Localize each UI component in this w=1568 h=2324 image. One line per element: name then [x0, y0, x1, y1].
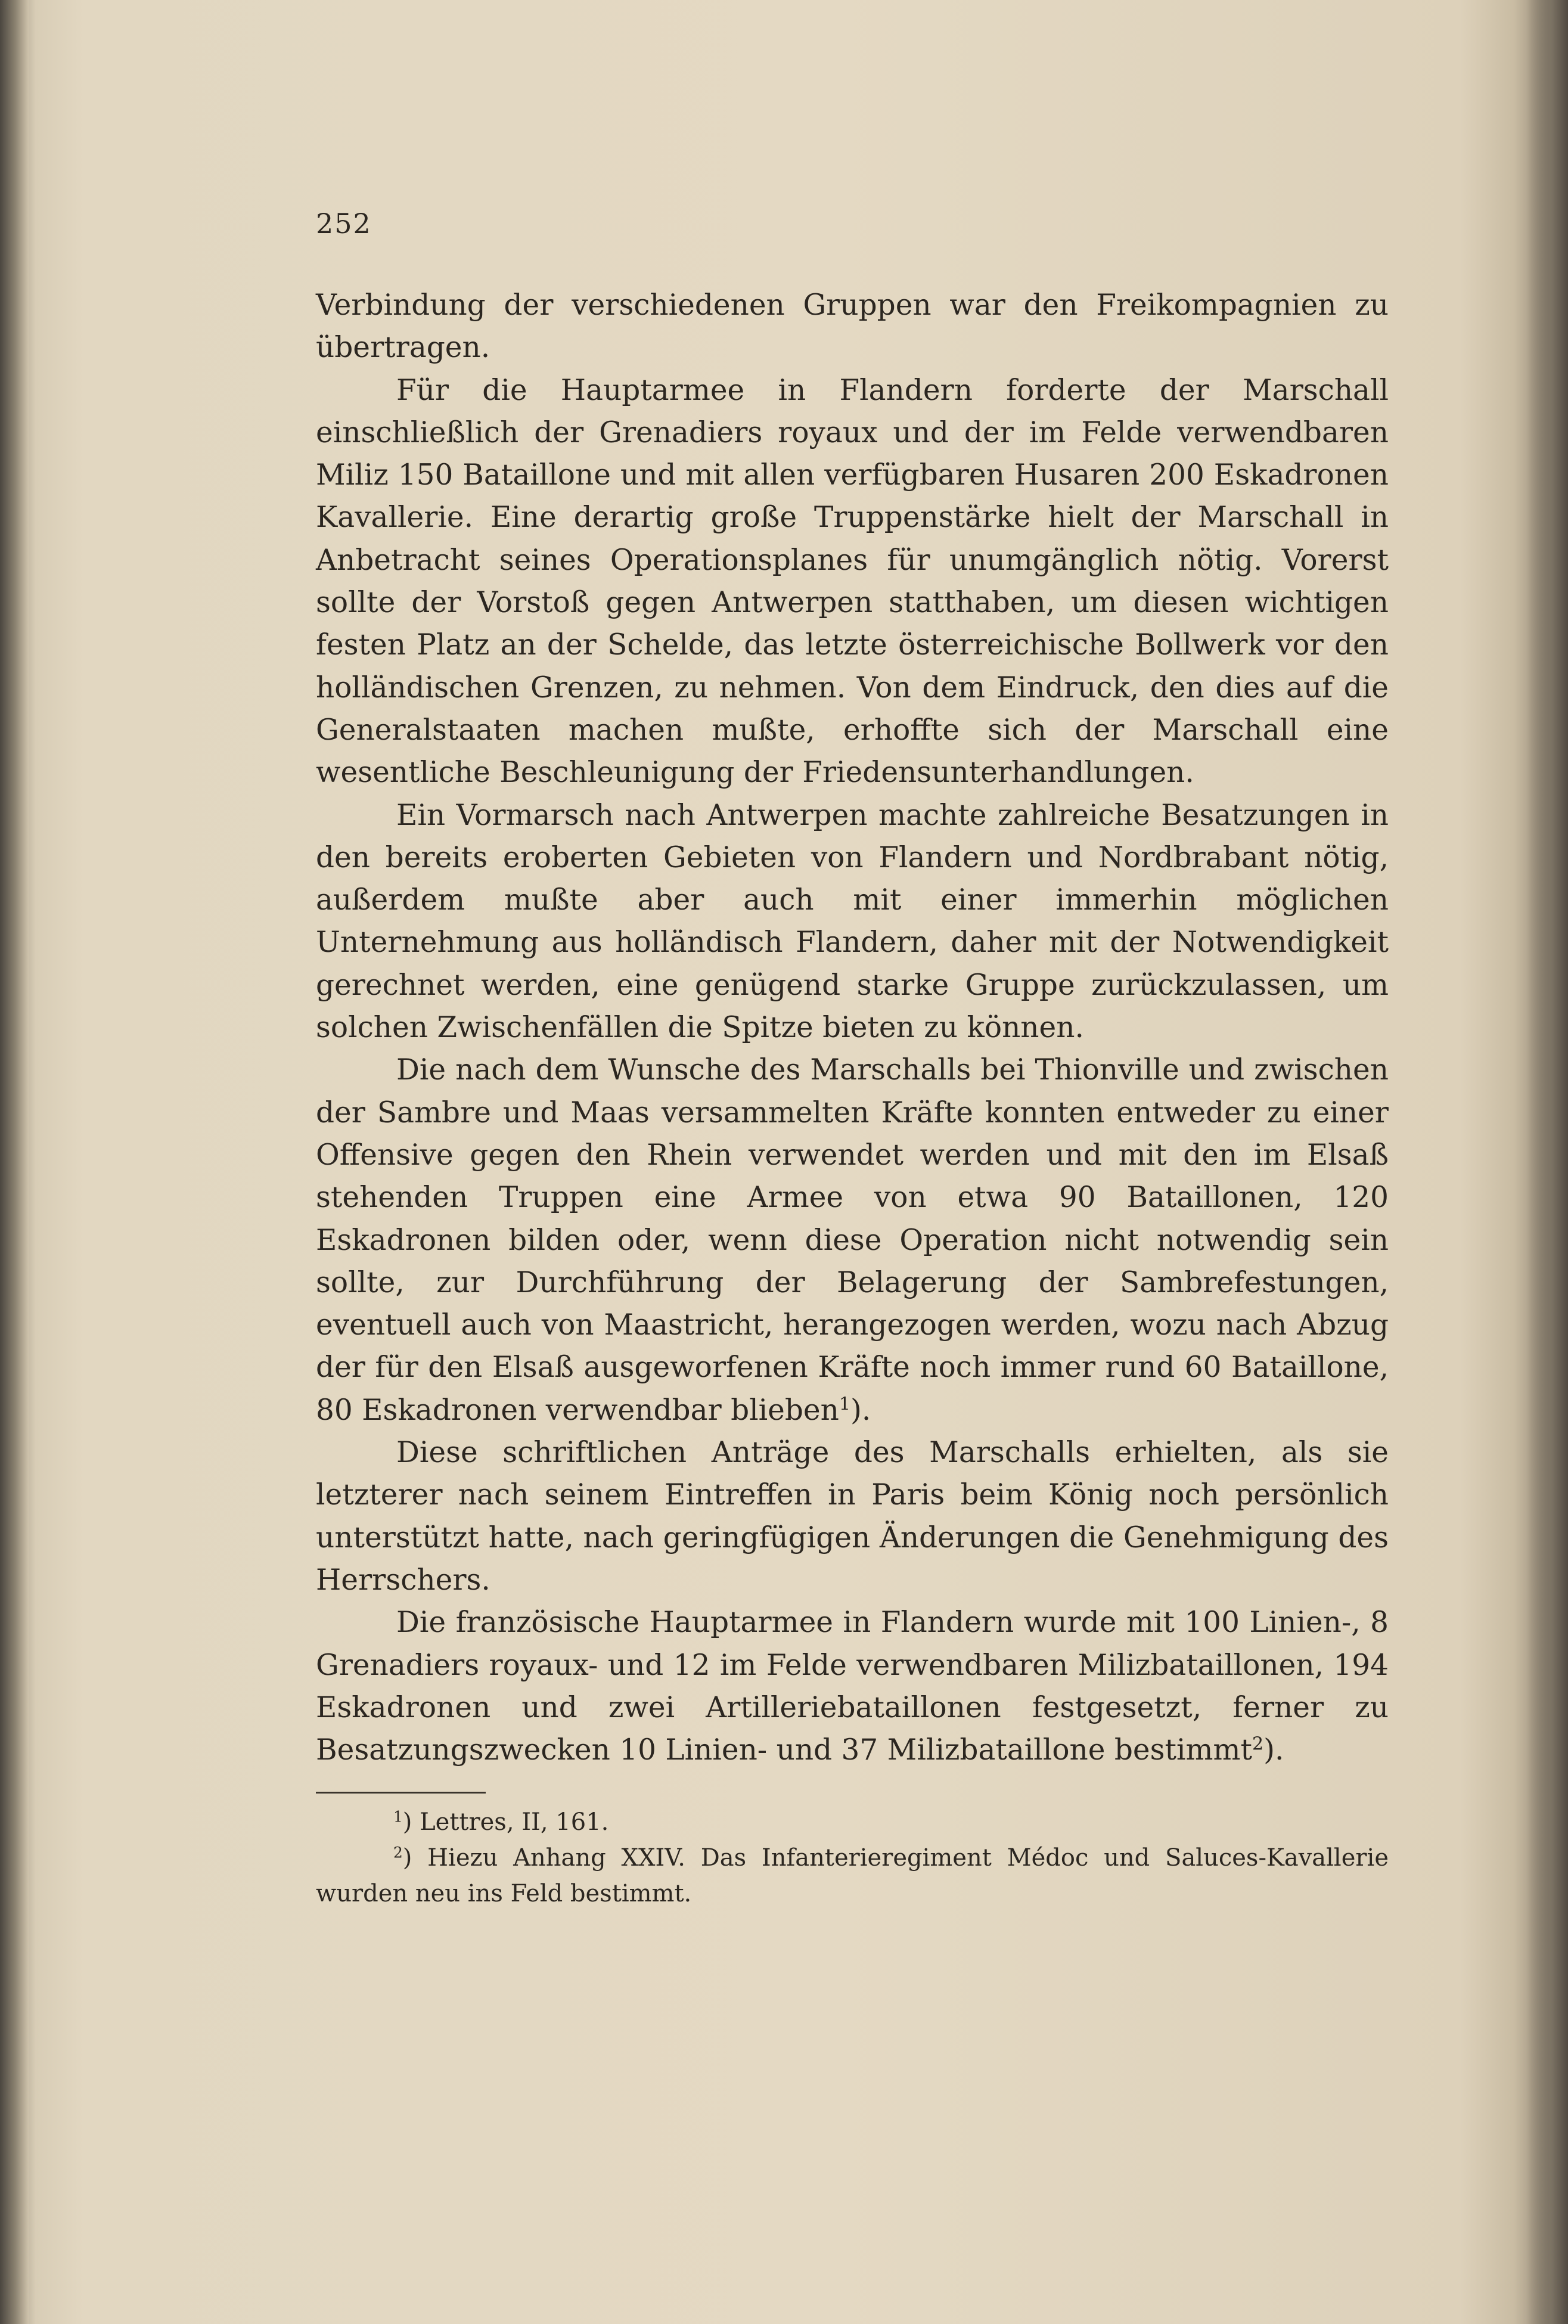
footnote-2-marker: 2	[393, 1844, 403, 1861]
paragraph-6-tail: ).	[1263, 1733, 1284, 1767]
footnote-1-marker-suffix: )	[402, 1808, 412, 1836]
footnote-reference-2: 2	[1252, 1733, 1264, 1755]
footnote-2-text: Hiezu Anhang XXIV. Das Infanterieregiment Médoc und Saluces-Kavallerie wurden neu ins Feld bestimmt.	[316, 1844, 1389, 1908]
footnote-2	[316, 1840, 1389, 1912]
paragraph-3: Ein Vormarsch nach Antwerpen machte zahlreiche Besatzungen in den bereits eroberten Gebieten von Flandern und Nordbrabant nötig, außerdem mußte aber auch mit einer immerhin möglichen Unternehmung aus holländisch Flandern, daher mit der Notwendigkeit gerechnet werden, eine genügend starke Gruppe zurückzulassen, um solchen Zwischenfällen die Spitze bieten zu können.	[316, 798, 1389, 1045]
paragraph-6	[316, 1602, 1389, 1771]
footnote-reference-1: 1	[839, 1394, 850, 1415]
paragraph-5: Diese schriftlichen Anträge des Marschalls erhielten, als sie letzterer nach seinem Eintreffen in Paris beim König noch persönlich unterstützt hatte, nach geringfügigen Änderungen die Genehmigung des Herrschers.	[316, 1436, 1389, 1597]
footnote-1	[316, 1804, 1389, 1840]
paragraph-1: Verbindung der verschiedenen Gruppen war den Freikompagnien zu übertragen.	[316, 288, 1389, 365]
page-right-edge	[1526, 0, 1568, 2324]
body-text	[316, 284, 1389, 1771]
paragraph-6-text: Die französische Hauptarmee in Flandern wurde mit 100 Linien-, 8 Grenadiers royaux- und 12 im Felde verwendbaren Milizbataillonen, 194 Eskadronen und zwei Artilleriebataillonen festgesetzt, ferner zu Besatzungszwecken 10 Linien- und 37 Milizbataillone bestimmt	[316, 1606, 1389, 1767]
page-number: 252	[316, 207, 372, 240]
paragraph-4-text: Die nach dem Wunsche des Marschalls bei Thionville und zwischen der Sambre und Maas versammelten Kräfte konnten entweder zu einer Offensive gegen den Rhein verwendet werden und mit den im Elsaß stehenden Truppen eine Armee von etwa 90 Bataillonen, 120 Eskadronen bilden oder, wenn diese Operation nicht notwendig sein sollte, zur Durchführung der Belagerung der Sambrefestungen, eventuell auch von Maastricht, herangezogen werden, wozu nach Abzug der für den Elsaß ausgeworfenen Kräfte noch immer rund 60 Bataillone, 80 Eskadronen verwendbar blieben	[316, 1053, 1389, 1427]
footnote-2-marker-suffix: )	[402, 1844, 412, 1872]
paragraph-4-tail: ).	[850, 1393, 871, 1427]
book-page	[316, 206, 1389, 1912]
paragraph-4	[316, 1049, 1389, 1432]
paragraph-2: Für die Hauptarmee in Flandern forderte der Marschall einschließlich der Grenadiers royaux und der im Felde verwendbaren Miliz 150 Bataillone und mit allen verfügbaren Husaren 200 Eskadronen Kavallerie. Eine derartig große Truppenstärke hielt der Marschall in Anbetracht seines Operationsplanes für unumgänglich nötig. Vorerst sollte der Vorstoß gegen Antwerpen statthaben, um diesen wichtigen festen Platz an der Schelde, das letzte österreichische Bollwerk vor den holländischen Grenzen, zu nehmen. Von dem Eindruck, den dies auf die Generalstaaten machen mußte, erhoffte sich der Marschall eine wesentliche Beschleunigung der Friedensunterhandlungen.	[316, 373, 1389, 790]
footnote-1-marker: 1	[393, 1808, 403, 1826]
footnote-separator	[316, 1792, 486, 1794]
footnote-1-text: Lettres, II, 161.	[420, 1808, 609, 1836]
book-binding-edge	[0, 0, 29, 2324]
